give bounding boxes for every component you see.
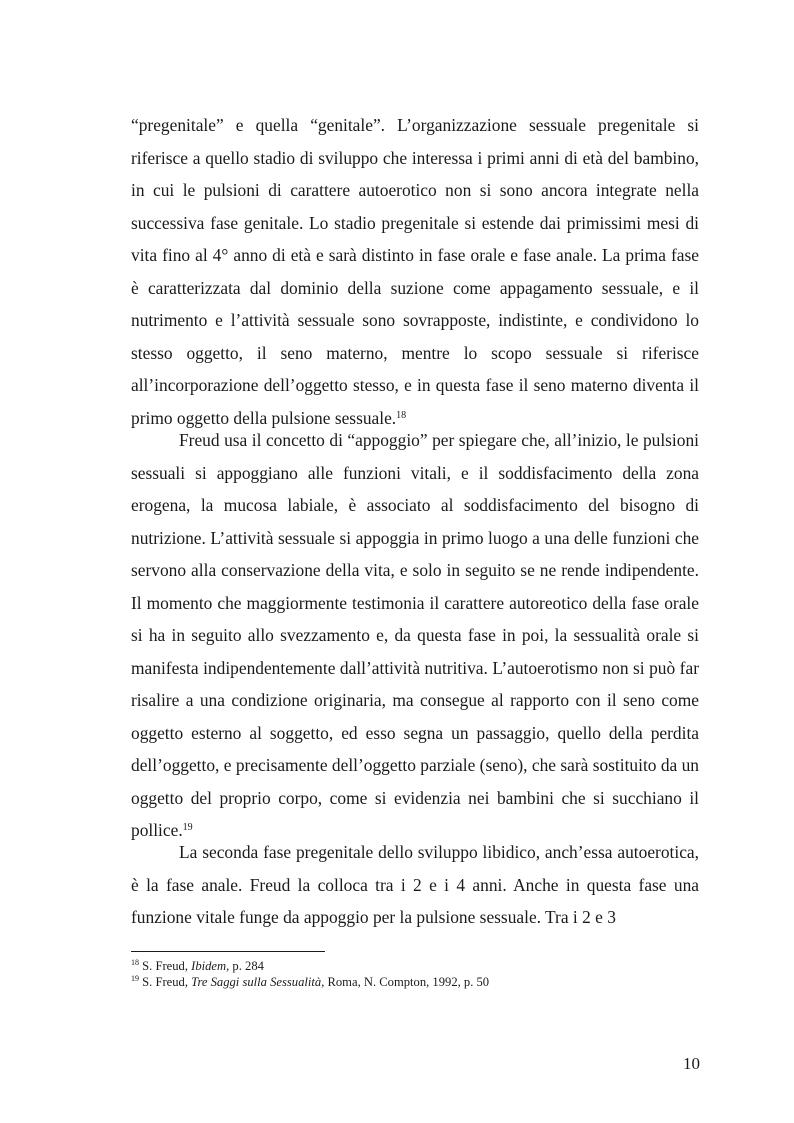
footnote-title: Tre Saggi sulla Sessualità (191, 975, 322, 989)
paragraph-text: La seconda fase pregenitale dello sviluppo libidico, anch’essa autoerotica, è la fase anale. Freud la colloca tra i 2 e i 4 anni. Anche in questa fase una funzione vitale funge da appoggio per la pulsione sessuale. Tra i 2 e 3 (131, 842, 699, 927)
footnotes (131, 958, 699, 990)
footnote-reference-19: 19 (182, 822, 193, 833)
paragraph-text: “pregenitale” e quella “genitale”. L’organizzazione sessuale pregenitale si riferisce a quello stadio di sviluppo che interessa i primi anni di età del bambino, in cui le pulsioni di carattere autoerotico non si sono ancora integrate nella successiva fase genitale. Lo stadio pregenitale si estende dai primissimi mesi di vita fino al 4° anno di età e sarà distinto in fase orale e fase anale. La prima fase è caratterizzata dal dominio della suzione come appagamento sessuale, e il nutrimento e l’attività sessuale sono sovrapposte, indistinte, e condividono lo stesso oggetto, il seno materno, mentre lo scopo sessuale si riferisce all’incorporazione dell’oggetto stesso, e in questa fase il seno materno diventa il primo oggetto della pulsione sessuale. (131, 115, 699, 428)
footnote-19 (131, 974, 699, 990)
footnote-separator (131, 951, 325, 952)
footnote-details: , Roma, N. Compton, 1992, p. 50 (321, 975, 490, 989)
body-paragraph-2 (131, 424, 699, 847)
page-number: 10 (683, 1054, 700, 1073)
footnote-18 (131, 958, 699, 974)
footnote-title: Ibidem (191, 959, 227, 973)
body-paragraph-3 (131, 836, 699, 934)
paragraph-text: Freud usa il concetto di “appoggio” per spiegare che, all’inizio, le pulsioni sessuali si appoggiano alle funzioni vitali, e il soddisfacimento della zona erogena, la mucosa labiale, è associato al soddisfacimento del bisogno di nutrizione. L’attività sessuale si appoggia in primo luogo a una delle funzioni che servono alla conservazione della vita, e solo in seguito se ne rende indipendente. Il momento che maggiormente testimonia il carattere autoreotico della fase orale si ha in seguito allo svezzamento e, da questa fase in poi, la sessualità orale si manifesta indipendentemente dall’attività nutritiva. L’autoerotismo non si può far risalire a una condizione originaria, ma consegue al rapporto con il seno come oggetto esterno al soggetto, ed esso segna un passaggio, quello della perdita dell’oggetto, e precisamente dell’oggetto parziale (seno), che sarà sostituito da un oggetto del proprio corpo, come si evidenzia nei bambini che si succhiano il pollice. (131, 430, 699, 840)
footnote-reference-18: 18 (396, 409, 407, 421)
footnote-number: 19 (131, 974, 139, 983)
footnote-number: 18 (131, 958, 139, 967)
body-paragraph-1 (131, 109, 699, 434)
footnote-details: , p. 284 (226, 959, 264, 973)
footnote-author: S. Freud, (142, 975, 192, 989)
footnote-author: S. Freud, (142, 959, 192, 973)
